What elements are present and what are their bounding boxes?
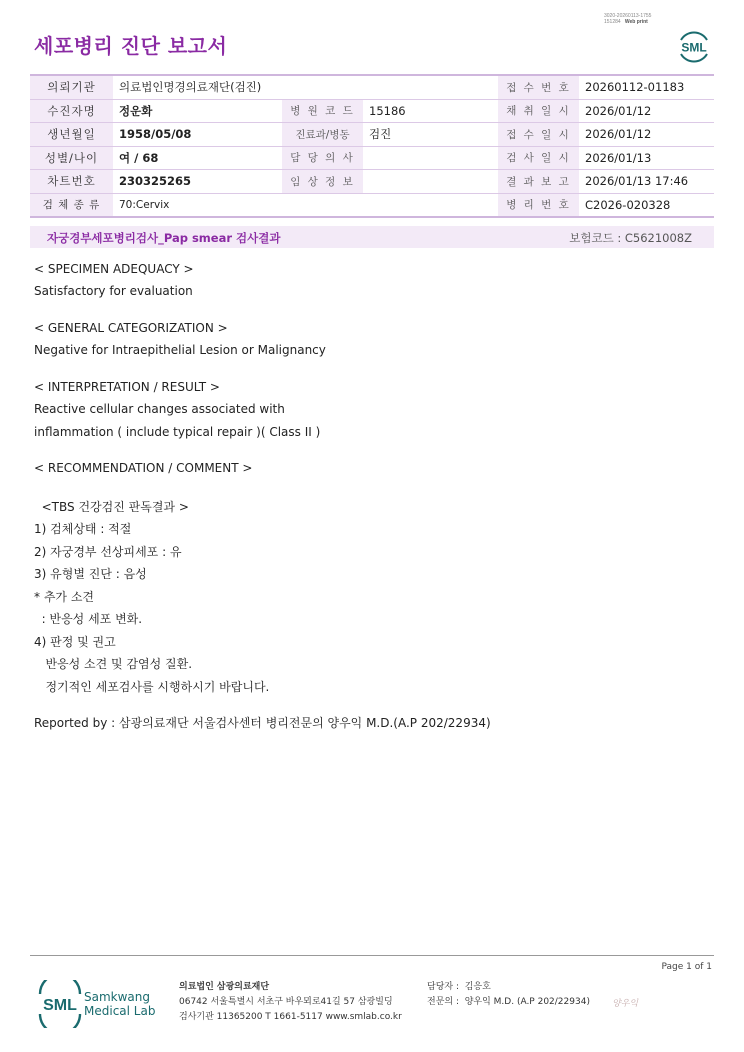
info-label: 채 취 일 시 — [498, 99, 579, 123]
staff-name: 김응호 — [464, 982, 491, 992]
info-label: 진료과/병동 — [282, 123, 363, 147]
comment-line: 4) 판정 및 권고 — [34, 635, 116, 649]
info-row — [30, 99, 714, 123]
info-label: 접 수 일 시 — [498, 123, 579, 147]
staff-label: 담당자 : — [427, 982, 459, 992]
info-row — [30, 170, 714, 194]
interpretation-text: inflammation ( include typical repair )( Class II ) — [34, 425, 321, 439]
adequacy-text: Satisfactory for evaluation — [34, 284, 193, 298]
info-value: 20260112-01183 — [579, 75, 714, 99]
info-value: 2026/01/13 — [579, 146, 714, 170]
footer-staff — [427, 980, 590, 1010]
info-value: 검진 — [363, 123, 498, 147]
interpretation-heading: < INTERPRETATION / RESULT > — [34, 380, 220, 394]
brand-name-line2: Medical Lab — [84, 1004, 156, 1018]
info-row — [30, 193, 714, 217]
recommendation-heading: < RECOMMENDATION / COMMENT > — [34, 461, 253, 475]
info-label: 생년월일 — [30, 123, 113, 147]
birth-date: 1958/05/08 — [113, 123, 282, 147]
print-meta — [604, 13, 651, 25]
specimen-type: 70:Cervix — [113, 193, 498, 217]
comment-line: * 추가 소견 — [34, 590, 94, 604]
print-meta-id: 3020-20260113-1755 — [604, 13, 652, 19]
info-label: 임 상 정 보 — [282, 170, 363, 194]
comment-line: 1) 검체상태 : 적절 — [34, 522, 132, 536]
page-number: Page 1 of 1 — [661, 962, 712, 972]
tbs-heading: <TBS 건강검진 판독결과 > — [34, 500, 189, 514]
info-label: 담 당 의 사 — [282, 146, 363, 170]
info-value: 2026/01/13 17:46 — [579, 170, 714, 194]
comment-line: 정기적인 세포검사를 시행하시기 바랍니다. — [34, 680, 270, 694]
info-label: 검 체 종 류 — [30, 193, 113, 217]
general-heading: < GENERAL CATEGORIZATION > — [34, 321, 228, 335]
info-value: 15186 — [363, 99, 498, 123]
footer-org: 의료법인 삼광의료재단 — [179, 982, 270, 992]
general-text: Negative for Intraepithelial Lesion or Malignancy — [34, 343, 326, 357]
interpretation-text: Reactive cellular changes associated with — [34, 402, 285, 416]
patient-name: 정운화 — [113, 99, 282, 123]
print-meta-code: 151284 — [604, 19, 621, 25]
info-label: 성별/나이 — [30, 146, 113, 170]
print-meta-mode: Web print — [624, 19, 648, 25]
footer-address — [179, 980, 402, 1025]
info-value: 의료법인명경의료재단(검진) — [113, 75, 498, 99]
info-value: 2026/01/12 — [579, 123, 714, 147]
adequacy-heading: < SPECIMEN ADEQUACY > — [34, 262, 194, 276]
samkwang-logo-icon — [36, 980, 186, 1028]
footer-addr: 06742 서울특별시 서초구 바우뫼로41길 57 삼광빌딩 — [179, 997, 393, 1007]
comment-line: 반응성 소견 및 감염성 질환. — [34, 657, 193, 671]
info-label: 검 사 일 시 — [498, 146, 579, 170]
info-label: 의뢰기관 — [30, 75, 113, 99]
info-label: 병 리 번 호 — [498, 193, 579, 217]
info-row — [30, 123, 714, 147]
sml-logo-icon — [675, 27, 713, 65]
specialist-label: 전문의 : — [427, 997, 459, 1007]
exam-bar — [30, 226, 714, 248]
info-label: 접 수 번 호 — [498, 75, 579, 99]
info-label: 결 과 보 고 — [498, 170, 579, 194]
info-value: 2026/01/12 — [579, 99, 714, 123]
comment-line: 3) 유형별 진단 : 음성 — [34, 567, 147, 581]
exam-name: 자궁경부세포병리검사_Pap smear 검사결과 — [47, 231, 281, 245]
info-value — [363, 146, 498, 170]
sml-logo-text: SML — [681, 40, 707, 55]
insurance-code: 보험코드 : C5621008Z — [569, 231, 692, 245]
info-row — [30, 146, 714, 170]
reported-by: Reported by : 삼광의료재단 서울검사센터 병리전문의 양우익 M.D.(A.P 202/22934) — [34, 716, 491, 730]
patient-info-table — [30, 74, 714, 218]
pathology-number: C2026-020328 — [579, 193, 714, 217]
info-label: 수진자명 — [30, 99, 113, 123]
info-row — [30, 75, 714, 99]
footer-divider — [30, 955, 714, 956]
comment-line: 2) 자궁경부 선상피세포 : 유 — [34, 545, 182, 559]
brand-name-line1: Samkwang — [84, 990, 150, 1004]
samkwang-logo-text: SML — [43, 997, 77, 1014]
specialist-name: 양우익 M.D. (A.P 202/22934) — [464, 997, 590, 1007]
info-value — [363, 170, 498, 194]
comment-line: : 반응성 세포 변화. — [34, 612, 143, 626]
footer-contact: 검사기관 11365200 T 1661-5117 www.smlab.co.kr — [179, 1012, 402, 1022]
signature: 양우익 — [612, 999, 639, 1009]
info-label: 차트번호 — [30, 170, 113, 194]
chart-number: 230325265 — [113, 170, 282, 194]
info-label: 병 원 코 드 — [282, 99, 363, 123]
report-title: 세포병리 진단 보고서 — [34, 34, 228, 58]
sex-age: 여 / 68 — [113, 146, 282, 170]
